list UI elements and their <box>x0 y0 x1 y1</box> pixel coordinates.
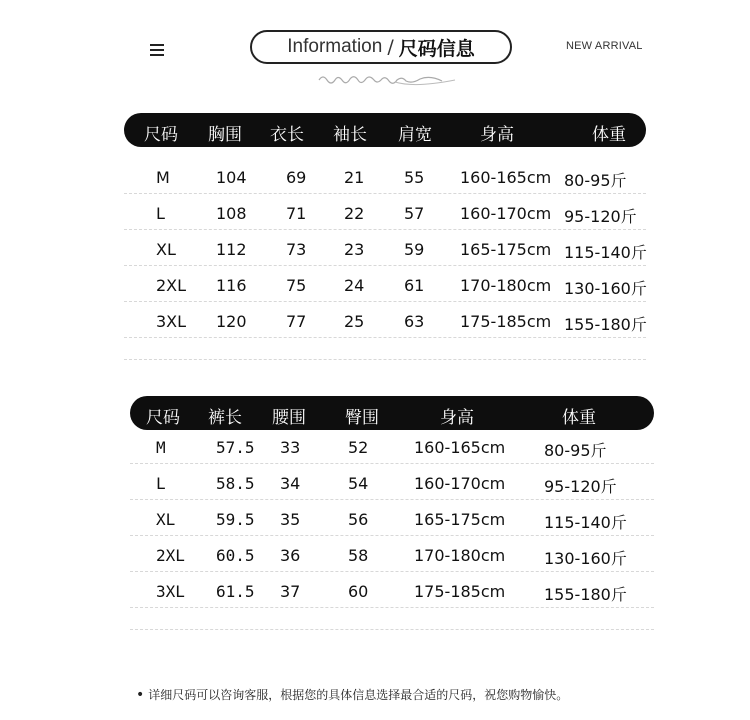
table-cell: 165-175cm <box>414 510 506 529</box>
table-row <box>124 159 646 195</box>
table-cell: 69 <box>286 168 307 187</box>
table-row <box>124 303 646 339</box>
table-cell: 155-180斤 <box>544 585 627 604</box>
table-cell: 75 <box>286 276 307 295</box>
column-header: 体重 <box>592 125 626 145</box>
table-cell: 160-165cm <box>460 168 552 187</box>
table-cell: 57.5 <box>216 438 255 457</box>
column-header: 尺码 <box>146 408 180 428</box>
table-row <box>130 429 654 465</box>
row-divider <box>124 337 646 338</box>
title-english: Information <box>287 36 383 57</box>
table-header <box>130 396 654 430</box>
table-header <box>124 113 646 147</box>
table-cell: M <box>156 168 170 187</box>
table-cell: 165-175cm <box>460 240 552 259</box>
row-divider <box>130 499 654 500</box>
table-cell: 63 <box>404 312 425 331</box>
table-cell: 73 <box>286 240 307 259</box>
row-divider <box>130 535 654 536</box>
footer-text: 详细尺码可以咨询客服，根据您的具体信息选择最合适的尺码，祝您购物愉快。 <box>148 688 569 702</box>
column-header: 身高 <box>440 408 474 428</box>
table-row <box>130 573 654 609</box>
title-separator: / <box>387 36 394 58</box>
row-divider <box>124 359 646 360</box>
table-cell: 130-160斤 <box>564 279 647 298</box>
row-divider <box>130 629 654 630</box>
table-cell: 170-180cm <box>460 276 552 295</box>
table-cell: 55 <box>404 168 425 187</box>
table-row <box>124 267 646 303</box>
table-cell: 2XL <box>156 546 185 565</box>
table-row <box>124 195 646 231</box>
table-cell: 120 <box>216 312 247 331</box>
table-cell: XL <box>156 240 176 259</box>
table-cell: 61.5 <box>216 582 255 601</box>
table-cell: 130-160斤 <box>544 549 627 568</box>
new-arrival-label: NEW ARRIVAL <box>566 40 643 52</box>
row-divider <box>124 301 646 302</box>
table-cell: 21 <box>344 168 365 187</box>
table-cell: 25 <box>344 312 365 331</box>
title-chinese: 尺码信息 <box>398 37 475 60</box>
table-cell: 37 <box>280 582 301 601</box>
row-divider <box>124 265 646 266</box>
table-cell: 160-170cm <box>414 474 506 493</box>
table-cell: XL <box>156 510 176 529</box>
column-header: 身高 <box>480 125 514 145</box>
column-header: 衣长 <box>270 125 304 145</box>
column-header: 胸围 <box>208 125 242 145</box>
table-cell: 116 <box>216 276 247 295</box>
row-divider <box>130 463 654 464</box>
bullet-icon: • <box>136 687 145 703</box>
table-cell: 34 <box>280 474 301 493</box>
table-cell: 160-165cm <box>414 438 506 457</box>
table-cell: 170-180cm <box>414 546 506 565</box>
column-header: 肩宽 <box>398 125 432 145</box>
table-cell: 115-140斤 <box>544 513 627 532</box>
table-cell: 60 <box>348 582 369 601</box>
page-title <box>250 30 512 64</box>
script-decoration-icon <box>315 70 465 88</box>
row-divider <box>130 571 654 572</box>
row-divider <box>130 607 654 608</box>
table-cell: 2XL <box>156 276 187 295</box>
table-row <box>130 537 654 573</box>
row-divider <box>124 229 646 230</box>
table-cell: 24 <box>344 276 365 295</box>
table-cell: 3XL <box>156 582 185 601</box>
table-cell: 56 <box>348 510 369 529</box>
table-cell: 59.5 <box>216 510 255 529</box>
table-cell: 58.5 <box>216 474 255 493</box>
column-header: 尺码 <box>144 125 178 145</box>
table-cell: 77 <box>286 312 307 331</box>
table-cell: 35 <box>280 510 301 529</box>
table-row <box>130 501 654 537</box>
table-cell: 112 <box>216 240 247 259</box>
table-cell: M <box>156 438 166 457</box>
column-header: 腰围 <box>272 408 306 428</box>
table-cell: 160-170cm <box>460 204 552 223</box>
table-cell: 155-180斤 <box>564 315 647 334</box>
table-cell: 95-120斤 <box>544 477 617 496</box>
menu-icon[interactable] <box>150 44 164 56</box>
table-cell: 52 <box>348 438 369 457</box>
table-cell: 61 <box>404 276 425 295</box>
table-cell: 80-95斤 <box>564 171 627 190</box>
table-cell: 36 <box>280 546 301 565</box>
table-cell: 54 <box>348 474 369 493</box>
table-cell: 3XL <box>156 312 187 331</box>
table-cell: 60.5 <box>216 546 255 565</box>
column-header: 袖长 <box>333 125 367 145</box>
row-divider <box>124 193 646 194</box>
column-header: 体重 <box>562 408 596 428</box>
table-cell: 108 <box>216 204 247 223</box>
column-header: 臀围 <box>345 408 379 428</box>
table-cell: 115-140斤 <box>564 243 647 262</box>
table-cell: 57 <box>404 204 425 223</box>
table-cell: 104 <box>216 168 247 187</box>
footer-note <box>136 686 568 703</box>
table-cell: 80-95斤 <box>544 441 607 460</box>
table-row <box>130 465 654 501</box>
table-cell: 175-185cm <box>460 312 552 331</box>
table-cell: 71 <box>286 204 307 223</box>
table-cell: 58 <box>348 546 369 565</box>
column-header: 裤长 <box>208 408 242 428</box>
table-cell: L <box>156 204 165 223</box>
table-row <box>124 231 646 267</box>
table-cell: 95-120斤 <box>564 207 637 226</box>
table-cell: 22 <box>344 204 365 223</box>
table-cell: L <box>156 474 166 493</box>
table-cell: 33 <box>280 438 301 457</box>
table-cell: 175-185cm <box>414 582 506 601</box>
table-cell: 23 <box>344 240 365 259</box>
table-cell: 59 <box>404 240 425 259</box>
